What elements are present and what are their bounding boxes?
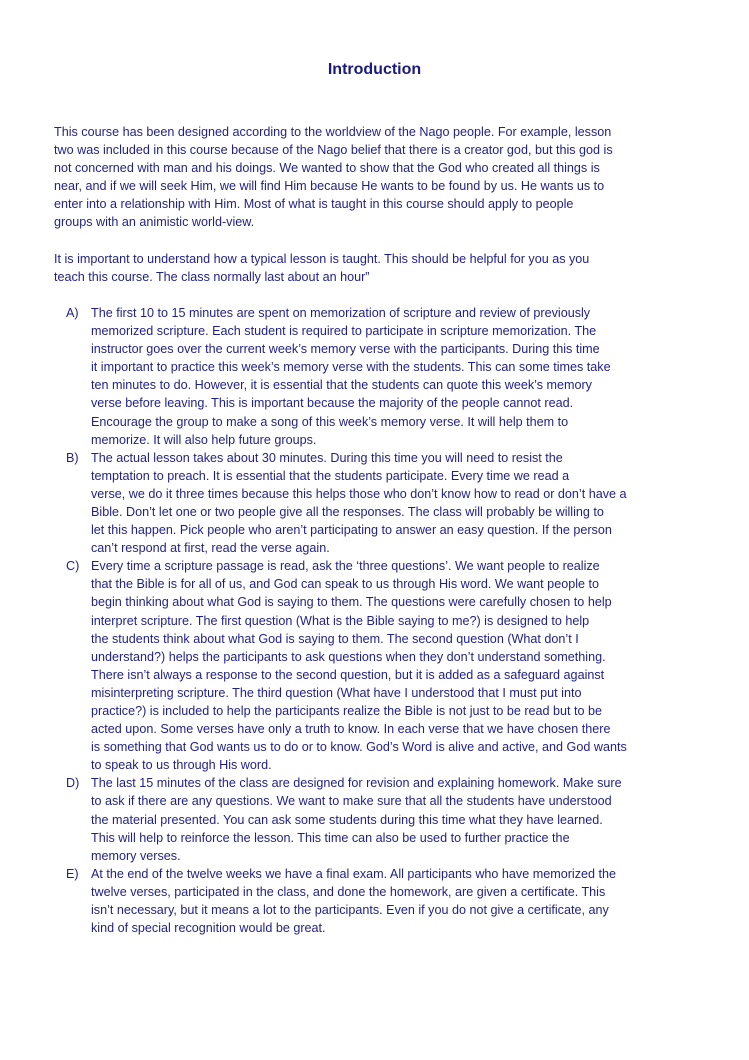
list-item-label: B) xyxy=(66,450,79,465)
page-title: Introduction xyxy=(327,61,422,78)
blank-line xyxy=(54,232,694,250)
text-line: it important to practice this week’s memory verse with the students. This can some times take xyxy=(91,360,611,375)
text-line: not concerned with man and his doings. We wanted to show that the God who created all things is xyxy=(54,161,600,176)
text-line: that the Bible is for all of us, and God can speak to us through His word. We want people to xyxy=(91,577,600,592)
text-line: memorize. It will also help future groups. xyxy=(91,432,317,447)
text-line: twelve verses, participated in the class, and done the homework, are given a certificate. This xyxy=(91,884,606,899)
text-line: can’t respond at first, read the verse again. xyxy=(91,541,330,556)
text-line: acted upon. Some verses have only a truth to know. In each verse that we have chosen there xyxy=(91,722,611,737)
text-line: The last 15 minutes of the class are designed for revision and explaining homework. Make sure xyxy=(91,776,622,791)
list-item-label: E) xyxy=(66,866,79,881)
text-line: instructor goes over the current week’s memory verse with the participants. During this time xyxy=(91,342,600,357)
list-item-label: D) xyxy=(66,776,80,791)
list-item xyxy=(54,557,694,774)
text-line: memory verses. xyxy=(91,848,181,863)
text-line: to speak to us through His word. xyxy=(91,758,272,773)
text-line: There isn’t always a response to the second question, but it is added as a safeguard against xyxy=(91,667,605,682)
document-body xyxy=(54,123,694,937)
text-line: This course has been designed according to the worldview of the Nago people. For example, lesson xyxy=(54,125,612,139)
text-line: temptation to preach. It is essential that the students participate. Every time we read a xyxy=(91,468,570,483)
text-line: near, and if we will seek Him, we will find Him because He wants to be found by us. He wants us to xyxy=(54,179,605,194)
text-line: ten minutes to do. However, it is essential that the students can quote this week’s memory xyxy=(91,378,592,393)
list-item xyxy=(54,304,694,449)
text-line: to ask if there are any questions. We want to make sure that all the students have understood xyxy=(91,794,612,809)
text-line: Bible. Don’t let one or two people give all the responses. The class will probably be willing to xyxy=(91,504,604,519)
text-line: This will help to reinforce the lesson. This time can also be used to further practice the xyxy=(91,830,570,845)
text-line: Encourage the group to make a song of this week’s memory verse. It will help them to xyxy=(91,414,569,429)
text-line: verse, we do it three times because this helps those who don’t know how to read or don’t have a xyxy=(91,486,627,501)
text-line: misinterpreting scripture. The third question (What have I understood that I must put into xyxy=(91,685,582,700)
list-item xyxy=(54,865,694,937)
text-line: The first 10 to 15 minutes are spent on memorization of scripture and review of previously xyxy=(91,305,591,320)
text-line: The actual lesson takes about 30 minutes. During this time you will need to resist the xyxy=(91,450,563,465)
text-line: memorized scripture. Each student is required to participate in scripture memorization. The xyxy=(91,324,597,339)
text-line: enter into a relationship with Him. Most of what is taught in this course should apply to people xyxy=(54,197,574,212)
list-item-label: C) xyxy=(66,559,80,574)
paragraph xyxy=(54,250,694,286)
list-item xyxy=(54,774,694,864)
text-line: the material presented. You can ask some students during this time what they have learned. xyxy=(91,812,603,827)
text-line: two was included in this course because of the Nago belief that there is a creator god, but this god is xyxy=(54,143,613,158)
text-line: It is important to understand how a typical lesson is taught. This should be helpful for you as you xyxy=(54,251,590,266)
text-line: the students think about what God is saying to them. The second question (What don’t I xyxy=(91,631,579,646)
text-line: practice?) is included to help the participants realize the Bible is not just to be read but to be xyxy=(91,704,603,718)
list-item-label: A) xyxy=(66,305,79,320)
paragraph xyxy=(54,123,694,232)
text-line: kind of special recognition would be great. xyxy=(91,921,326,936)
list-item xyxy=(54,449,694,558)
text-line: isn’t necessary, but it means a lot to the participants. Even if you do not give a certificate, any xyxy=(91,903,609,918)
text-line: understand?) helps the participants to ask questions when they don’t understand something. xyxy=(91,649,606,664)
blank-line xyxy=(54,286,694,304)
text-line: teach this course. The class normally last about an hour” xyxy=(54,269,370,284)
text-line: groups with an animistic world-view. xyxy=(54,215,255,230)
text-line: Every time a scripture passage is read, ask the ‘three questions’. We want people to realize xyxy=(91,559,600,574)
text-line: verse before leaving. This is important because the majority of the people cannot read. xyxy=(91,396,574,411)
text-line: At the end of the twelve weeks we have a final exam. All participants who have memorized the xyxy=(91,866,617,881)
text-line: is something that God wants us to do or to know. God’s Word is alive and active, and God wants xyxy=(91,740,627,755)
text-line: begin thinking about what God is saying to them. The questions were carefully chosen to help xyxy=(91,595,612,610)
text-line: let this happen. Pick people who aren’t participating to answer an easy question. If the person xyxy=(91,523,612,538)
text-line: interpret scripture. The first question (What is the Bible saying to me?) is designed to help xyxy=(91,613,590,628)
